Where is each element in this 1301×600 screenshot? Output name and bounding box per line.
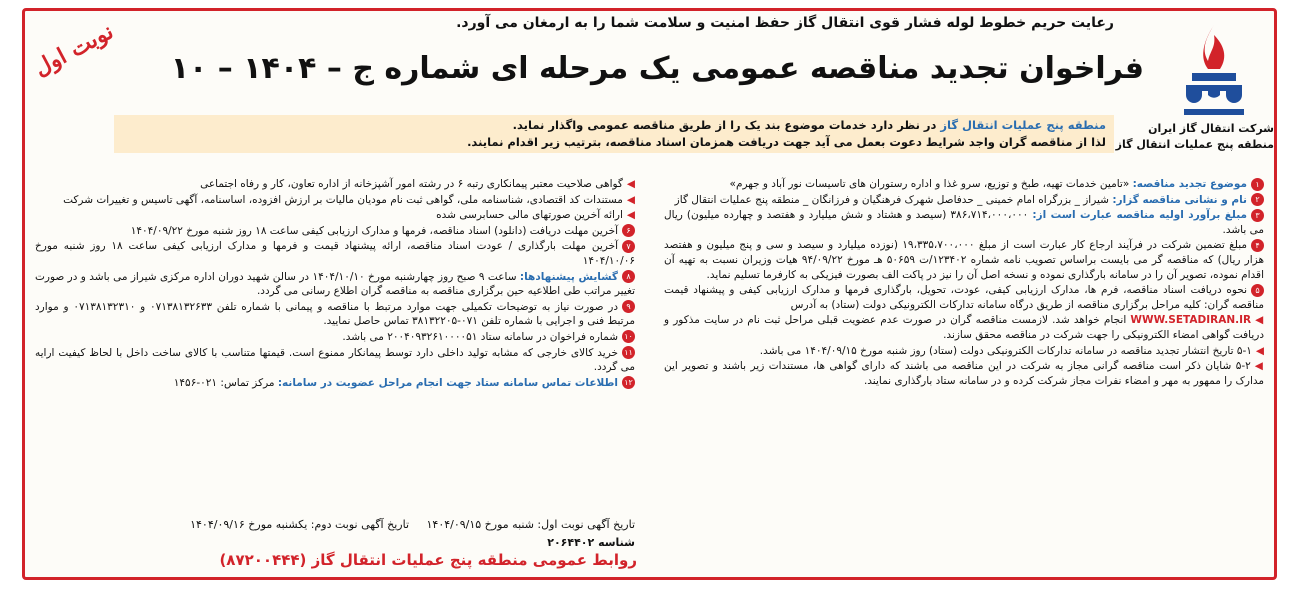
intro-line1: [122, 117, 1106, 134]
item-text: ۵-۱ تاریخ انتشار تجدید مناقصه در سامانه تدارکات الکترونیکی دولت (ستاد) روز شنبه مورخ ۱۴۰۴/۰۹/۱۵ می باشد.: [759, 344, 1252, 357]
item-text: انجام خواهد شد. لازمست مناقصه گران در صورت عدم عضویت قبلی مراحل ثبت نام در سایت مذکور و دریافت گواهی امضاء الکترونیکی را جهت شرکت در مناقصه محقق سازند.: [664, 314, 1264, 341]
item-text: گواهی صلاحیت معتبر پیمانکاری رتبه ۶ در رشته امور آشپزخانه از اداره تعاون، کار و رفاه اجتماعی: [200, 178, 623, 190]
item-text: آخرین مهلت بارگذاری / عودت اسناد مناقصه، ارائه پیشنهاد قیمت و فرمها و مدارک ارزیابی کیفی ساعت ۱۸ روز شنبه مورخ ۱۴۰۴/۱۰/۰۶: [35, 240, 635, 267]
item-number-badge: ۴: [1251, 239, 1264, 252]
item-heading: موضوع تجدید مناقصه:: [1132, 178, 1247, 190]
right-column-item: [664, 344, 1264, 359]
item-text: ۵-۲ شایان ذکر است مناقصه گرانی مجاز به شرکت در این مناقصه می باشند که دارای گواهی ها، مستندات زیر باشند و تصویر این مدارک را ممهور به مهر و امضاء نفرات مجاز شرکت کرده و در سامانه ستاد بارگذاری نمایند.: [664, 360, 1264, 387]
company-logo-block: [1115, 21, 1274, 181]
right-column-item: [664, 313, 1264, 342]
item-number-badge: ۱: [1251, 178, 1264, 191]
notice-title: فراخوان تجدید مناقصه عمومی یک مرحله ای شماره ج – ۱۴۰۴ – ۱۰: [170, 51, 1144, 86]
left-column-item: [35, 270, 635, 299]
bullet-icon: ◀: [626, 178, 635, 190]
left-column-item: [35, 346, 635, 375]
intro-line1-rest: در نظر دارد خدمات موضوع بند یک را از طریق مناقصه عمومی واگذار نماید.: [512, 118, 941, 132]
item-text: شیراز _ بزرگراه امام خمینی _ حدفاصل شهرک فرهنگیان و فرزانگان _ منطقه پنج عملیات انتقال گاز: [674, 193, 1109, 206]
item-text: مستندات کد اقتصادی، شناسنامه ملی، گواهی ثبت نام مودیان مالیات بر ارزش افزوده، اساسنامه، آگهی تاسیس و تغییرات شرکت: [63, 193, 623, 206]
left-column-item: [35, 300, 635, 329]
tender-notice-frame: [22, 8, 1277, 580]
left-column-item: [35, 224, 635, 239]
item-number-badge: ۱۰: [622, 330, 635, 343]
right-column-item: [664, 359, 1264, 388]
right-column-item: [664, 238, 1264, 282]
item-text: ساعت ۹ صبح روز چهارشنبه مورخ ۱۴۰۴/۱۰/۱۰ در سالن شهید دوران اداره مرکزی شیراز می باشد و در صورت تغییر مراتب طی اطلاعیه حین برگزاری مناقصه به مناقصه گران اطلاع رسانی می گردد.: [35, 270, 635, 298]
item-number-badge: ۱۱: [622, 346, 635, 359]
item-text: «تامین خدمات تهیه، طبخ و توزیع، سرو غذا و اداره رستوران های تاسیسات نور آباد و جهرم»: [729, 178, 1130, 190]
item-text: نحوه دریافت اسناد مناقصه، فرم ها، مدارک ارزیابی کیفی، عودت، تحویل، بارگذاری فرمها و مدارک ارزیابی کیفی و پیشنهاد قیمت مناقصه گران: کلیه مراحل برگزاری مناقصه از طریق درگاه سامانه تدارکات الکترونیکی دولت (ستاد) به آدرس: [664, 284, 1264, 311]
item-text: ارائه آخرین صورتهای مالی حسابرسی شده: [436, 209, 623, 222]
left-column-item: [35, 177, 635, 192]
item-number-badge: ۹: [622, 300, 635, 313]
intro-box: [114, 115, 1114, 153]
item-heading: نام و نشانی مناقصه گزار:: [1112, 193, 1247, 206]
item-text: مبلغ تضمین شرکت در فرآیند ارجاع کار عبارت است از مبلغ ۱۹،۳۳۵،۷۰۰،۰۰۰ (نوزده میلیارد و سیصد و سی و پنج میلیون و هفتصد هزار ریال) که مناقصه گر می بایست براساس تصویب نامه شماره ۱۲۳۴۰۲/ت ۵۰۶۵۹ هـ مورخ ۹۴/۰۹/۲۲ هیات وزیران نسبت به تهیه آن اقدام نموده، تصویر آن را در سامانه بارگذاری نموده و نسخه اصل آن را نیز در پاکت الف بصورت فیزیکی به کارفرما تسلیم نماید.: [664, 239, 1264, 281]
setad-website-link[interactable]: WWW.SETADIRAN.IR: [1130, 314, 1252, 327]
bullet-icon: ◀: [1254, 360, 1264, 373]
item-heading: مبلغ برآورد اولیه مناقصه عبارت است از:: [1032, 209, 1247, 222]
first-round-stamp: نوبت اول: [29, 18, 118, 82]
item-text: آخرین مهلت دریافت (دانلود) اسناد مناقصه، فرمها و مدارک ارزیابی کیفی ساعت ۱۸ روز شنبه مورخ ۱۴۰۴/۰۹/۲۲: [130, 224, 618, 237]
bullet-icon: ◀: [626, 193, 635, 206]
bullet-icon: ◀: [1255, 344, 1264, 357]
right-column-item: [664, 208, 1264, 237]
company-name-line1: شرکت انتقال گاز ایران: [1148, 122, 1274, 135]
left-column-item: [35, 330, 635, 345]
right-column: [664, 177, 1264, 389]
item-text: ۳۸۶،۷۱۴،۰۰۰،۰۰۰ (سیصد و هشتاد و شش میلیارد و هفتصد و چهارده میلیون) ریال می باشد.: [664, 209, 1264, 236]
left-column-item: [35, 239, 635, 268]
bullet-icon: ◀: [1255, 314, 1265, 327]
item-text: مرکز تماس: ۰۲۱-۱۴۵۶: [173, 376, 275, 389]
first-publish-date: تاریخ آگهی نوبت اول: شنبه مورخ ۱۴۰۴/۰۹/۱۵: [426, 518, 635, 531]
item-number-badge: ۳: [1251, 209, 1264, 222]
left-column-item: [35, 376, 635, 391]
left-column-item: [35, 193, 635, 208]
intro-line2: لذا از مناقصه گران واجد شرایط دعوت بعمل می آید جهت دریافت همزمان اسناد مناقصه، بترتیب زیر اقدام نمایند.: [467, 135, 1106, 149]
right-column-item: [664, 283, 1264, 312]
footer-dates: [35, 517, 635, 532]
left-column: [35, 177, 635, 391]
item-number-badge: ۵: [1251, 284, 1264, 297]
public-relations-line: روابط عمومی منطقه پنج عملیات انتقال گاز (۸۷۲۰۰۴۴۴): [219, 551, 637, 569]
second-publish-date: تاریخ آگهی نوبت دوم: یکشنبه مورخ ۱۴۰۴/۰۹/۱۶: [190, 518, 410, 531]
item-text: شماره فراخوان در سامانه ستاد ۲۰۰۴۰۹۳۲۶۱۰۰۰۰۵۱ می باشد.: [342, 330, 618, 343]
intro-org-name: منطقه پنج عملیات انتقال گاز: [940, 118, 1106, 132]
item-text: در صورت نیاز به توضیحات تکمیلی جهت موارد مرتبط با مناقصه و پیمانی با شماره تلفن ۰۷۱۳۸۱۳۲۶۳۳ و ۰۷۱۳۸۱۳۲۳۱۰ و موارد مرتبط فنی و اجرایی با شماره تلفن ۰۷۱-۳۸۱۳۲۲۰۵ تماس حاصل نمایید.: [35, 300, 635, 328]
safety-notice: رعایت حریم خطوط لوله فشار قوی انتقال گاز حفظ امنیت و سلامت شما را به ارمغان می آورد.: [456, 15, 1114, 31]
left-column-item: [35, 208, 635, 223]
item-number-badge: ۸: [622, 270, 635, 283]
right-column-item: [664, 193, 1264, 208]
notice-id: شناسه ۲۰۶۴۴۰۲: [547, 536, 635, 549]
company-name-line2: منطقه پنج عملیات انتقال گاز: [1115, 138, 1274, 151]
item-heading: گشایش پیشنهادها:: [519, 270, 618, 283]
item-heading: اطلاعات تماس سامانه ستاد جهت انجام مراحل عضویت در سامانه:: [277, 376, 618, 389]
item-text: خرید کالای خارجی که مشابه تولید داخلی دارد توسط پیمانکار ممنوع است. قیمتها متناسب با کالای ساخت داخل با لحاظ کیفیت ارایه می گردد.: [35, 346, 635, 374]
gas-flame-logo-icon: [1174, 21, 1254, 121]
item-number-badge: ۱۲: [622, 376, 635, 389]
bullet-icon: ◀: [626, 209, 635, 222]
item-number-badge: ۷: [622, 240, 635, 253]
item-number-badge: ۲: [1251, 193, 1264, 206]
right-column-item: [664, 177, 1264, 192]
item-number-badge: ۶: [622, 224, 635, 237]
